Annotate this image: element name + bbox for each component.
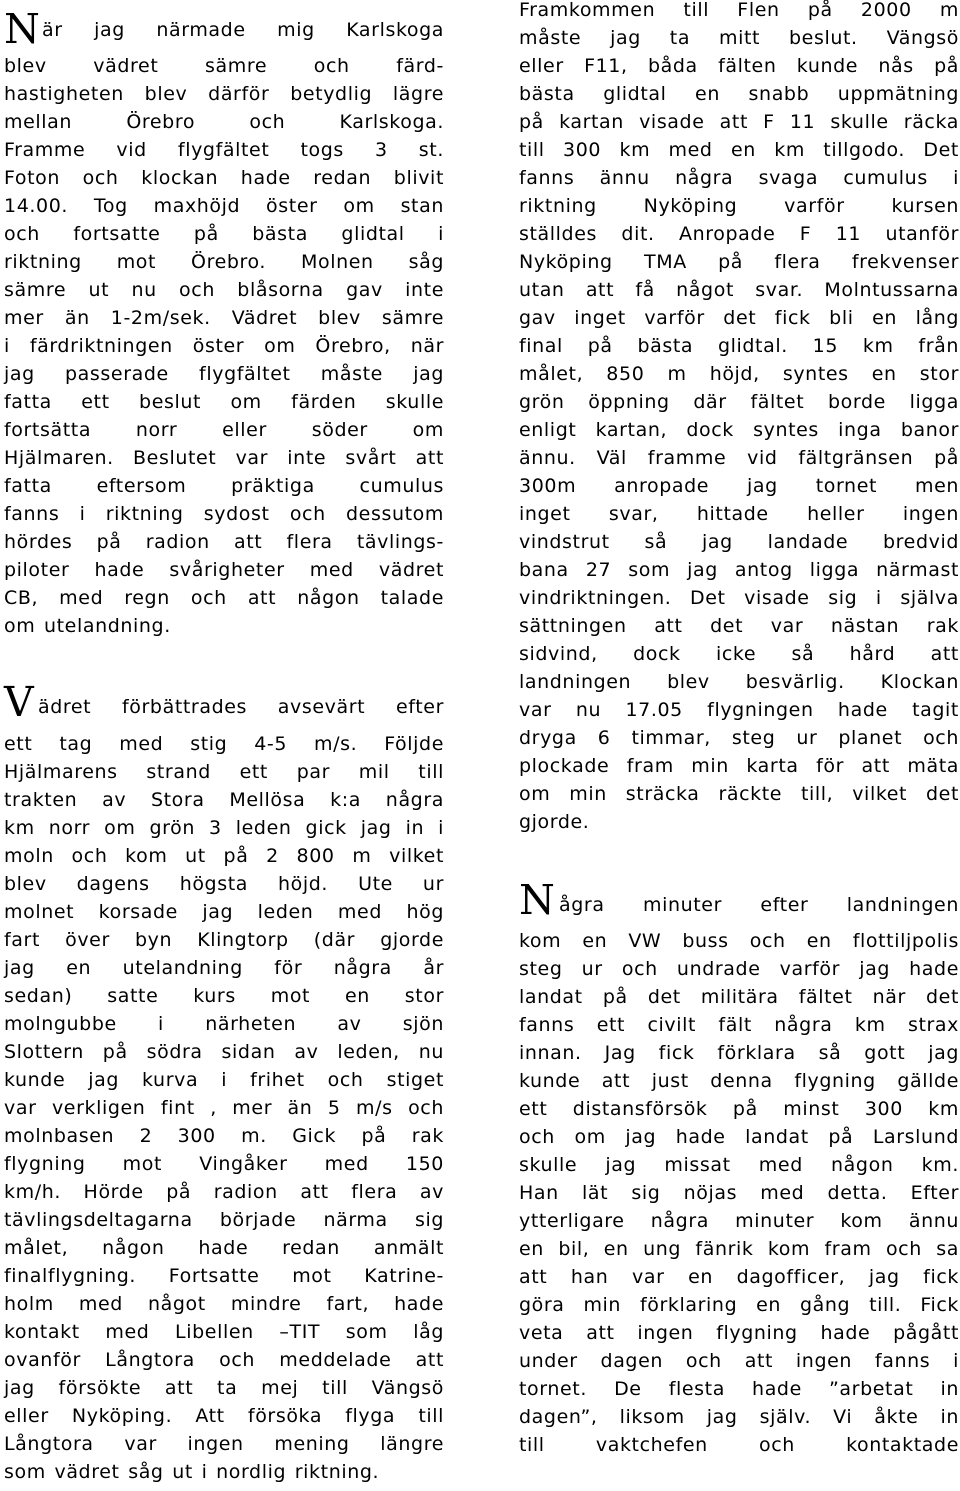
text-line: i färdriktningen öster om Örebro, när [4,335,444,357]
text-line: Långtora var ingen mening längre [4,1433,444,1455]
drop-cap: V [4,678,34,726]
text-line: som vädret såg ut i nordlig riktning. [4,1461,380,1483]
text-line: steg ur och undrade varför jag hade [519,958,959,980]
text-line: en bil, en ung fänrik kom fram och sa [519,1238,959,1260]
text-line: 300m anropade jag tornet men [519,475,959,497]
text-line: molnbasen 2 300 m. Gick på rak [4,1125,444,1147]
text-line: final på bästa glidtal. 15 km från [519,335,959,357]
text-line: ännu. Väl framme vid fältgränsen på [519,447,959,469]
text-line: mer än 1-2m/sek. Vädret blev sämre [4,307,444,329]
text-line: veta att ingen flygning hade pågått [519,1322,959,1344]
text-line: riktning mot Örebro. Molnen såg [4,251,444,273]
text-line: km/h. Hörde på radion att flera av [4,1181,444,1203]
text-line: Nyköping TMA på flera frekvenser [519,251,959,273]
text-line: till 300 km med en km tillgodo. Det [519,139,959,161]
text-line: på kartan visade att F 11 skulle räcka [519,111,959,133]
text-line: eller Nyköping. Att försöka flyga till [4,1405,444,1427]
drop-cap: N [519,876,555,924]
text-line: tornet. De flesta hade ”arbetat in [519,1378,959,1400]
text-line: att han var en dagofficer, jag fick [519,1266,959,1288]
text-line: hastigheten blev därför betydlig lägre [4,83,444,105]
text-line: moln och kom ut på 2 800 m vilket [4,845,444,867]
text-line: trakten av Stora Mellösa k:a några [4,789,444,811]
text-line: Hjälmaren. Beslutet var inte svårt att [4,447,444,469]
text-line: Slottern på södra sidan av leden, nu [4,1041,444,1063]
text-line: molnet korsade jag leden med hög [4,901,444,923]
text-line: bana 27 som jag antog ligga närmast [519,559,959,581]
text-line: kunde jag kurva i frihet och stiget [4,1069,444,1091]
text-line: holm med något mindre fart, hade [4,1293,444,1315]
text-line: plockade fram min karta för att mäta [519,755,959,777]
text-line: grön öppning där fältet borde ligga [519,391,959,413]
text-line: ett distansförsök på minst 300 km [519,1098,959,1120]
text-line: om min sträcka räckte till, vilket det [519,783,959,805]
text-line: utan att få något svar. Molntussarna [519,279,959,301]
text-line: fortsätta norr eller söder om [4,419,444,441]
text-line: fatta ett beslut om färden skulle [4,391,444,413]
text-line: eller F11, båda fälten kunde nås på [519,55,959,77]
text-line: flygning mot Vingåker med 150 [4,1153,444,1175]
text-line: ställdes dit. Anropade F 11 utanför [519,223,959,245]
text-line: vindriktningen. Det visade sig i själva [519,587,959,609]
text-line: Han lät sig nöjas med detta. Efter [519,1182,959,1204]
text-line: tävlingsdeltagarna började närma sig [4,1209,444,1231]
text-line: finalflygning. Fortsatte mot Katrine- [4,1265,444,1287]
text-line: ovanför Långtora och meddelade att [4,1349,444,1371]
text-line: dryga 6 timmar, steg ur planet och [519,727,959,749]
text-line: riktning Nyköping varför kursen [519,195,959,217]
text-line: kom en VW buss och en flottiljpolis [519,930,959,952]
text-line: landat på det militära fältet när det [519,986,959,1008]
text-line: innan. Jag fick förklara så gott jag [519,1042,959,1064]
text-line: var verkligen fint , mer än 5 m/s och [4,1097,444,1119]
text-line: målet, 850 m höjd, syntes en stor [519,363,959,385]
text-line: mellan Örebro och Karlskoga. [4,111,444,133]
text-line: landningen blev besvärlig. Klockan [519,671,959,693]
text-line: sämre ut nu och blåsorna gav inte [4,279,444,301]
text-line: om utelandning. [4,615,171,637]
text-line: målet, någon hade redan anmält [4,1237,444,1259]
text-line: CB, med regn och att någon talade [4,587,444,609]
text-line: Foton och klockan hade redan blivit [4,167,444,189]
text-line: sättningen att det var nästan rak [519,615,959,637]
text-line: till vaktchefen och kontaktade [519,1434,959,1456]
text-line: fanns i riktning sydost och dessutom [4,503,444,525]
text-line: bästa glidtal en snabb uppmätning [519,83,959,105]
text-line: ågra minuter efter landningen [559,894,959,916]
text-line: var nu 17.05 flygningen hade tagit [519,699,959,721]
text-line: blev dagens högsta höjd. Ute ur [4,873,444,895]
drop-cap: N [4,5,40,53]
text-line: kontakt med Libellen –TIT som låg [4,1321,444,1343]
text-line: ytterligare några minuter kom ännu [519,1210,959,1232]
text-line: molngubbe i närheten av sjön [4,1013,444,1035]
text-line: skulle jag missat med någon km. [519,1154,959,1176]
text-line: fanns ännu några svaga cumulus i [519,167,959,189]
text-line: Framme vid flygfältet togs 3 st. [4,139,444,161]
text-line: är jag närmade mig Karlskoga [42,19,444,41]
text-line: och om jag hade landat på Larslund [519,1126,959,1148]
text-line: göra min förklaring en gång till. Fick [519,1294,959,1316]
text-line: piloter hade svårigheter med vädret [4,559,444,581]
text-line: ädret förbättrades avsevärt efter [38,696,444,718]
text-line: vindstrut så jag landade bredvid [519,531,959,553]
text-line: under dagen och att ingen fanns i [519,1350,959,1372]
text-line: och fortsatte på bästa glidtal i [4,223,444,245]
text-line: fatta eftersom präktiga cumulus [4,475,444,497]
text-line: blev vädret sämre och färd- [4,55,444,77]
text-line: jag en utelandning för några år [4,957,444,979]
text-line: gav inget varför det fick bli en lång [519,307,959,329]
text-line: 14.00. Tog maxhöjd öster om stan [4,195,444,217]
text-line: gjorde. [519,811,590,833]
text-line: sedan) satte kurs mot en stor [4,985,444,1007]
text-line: Framkommen till Flen på 2000 m [519,0,959,21]
text-line: kunde att just denna flygning gällde [519,1070,959,1092]
text-line: jag försökte att ta mej till Vängsö [4,1377,444,1399]
text-line: km norr om grön 3 leden gick jag in i [4,817,444,839]
text-line: ett tag med stig 4-5 m/s. Följde [4,733,444,755]
text-line: dagen”, liksom jag själv. Vi åkte in [519,1406,959,1428]
text-line: fart över byn Klingtorp (där gjorde [4,929,444,951]
text-line: hördes på radion att flera tävlings- [4,531,444,553]
text-line: jag passerade flygfältet måste jag [4,363,444,385]
text-line: enligt kartan, dock syntes inga banor [519,419,959,441]
text-line: måste jag ta mitt beslut. Vängsö [519,27,959,49]
text-line: fanns ett civilt fält några km strax [519,1014,959,1036]
text-line: Hjälmarens strand ett par mil till [4,761,444,783]
text-line: inget svar, hittade heller ingen [519,503,959,525]
text-line: sidvind, dock icke så hård att [519,643,959,665]
